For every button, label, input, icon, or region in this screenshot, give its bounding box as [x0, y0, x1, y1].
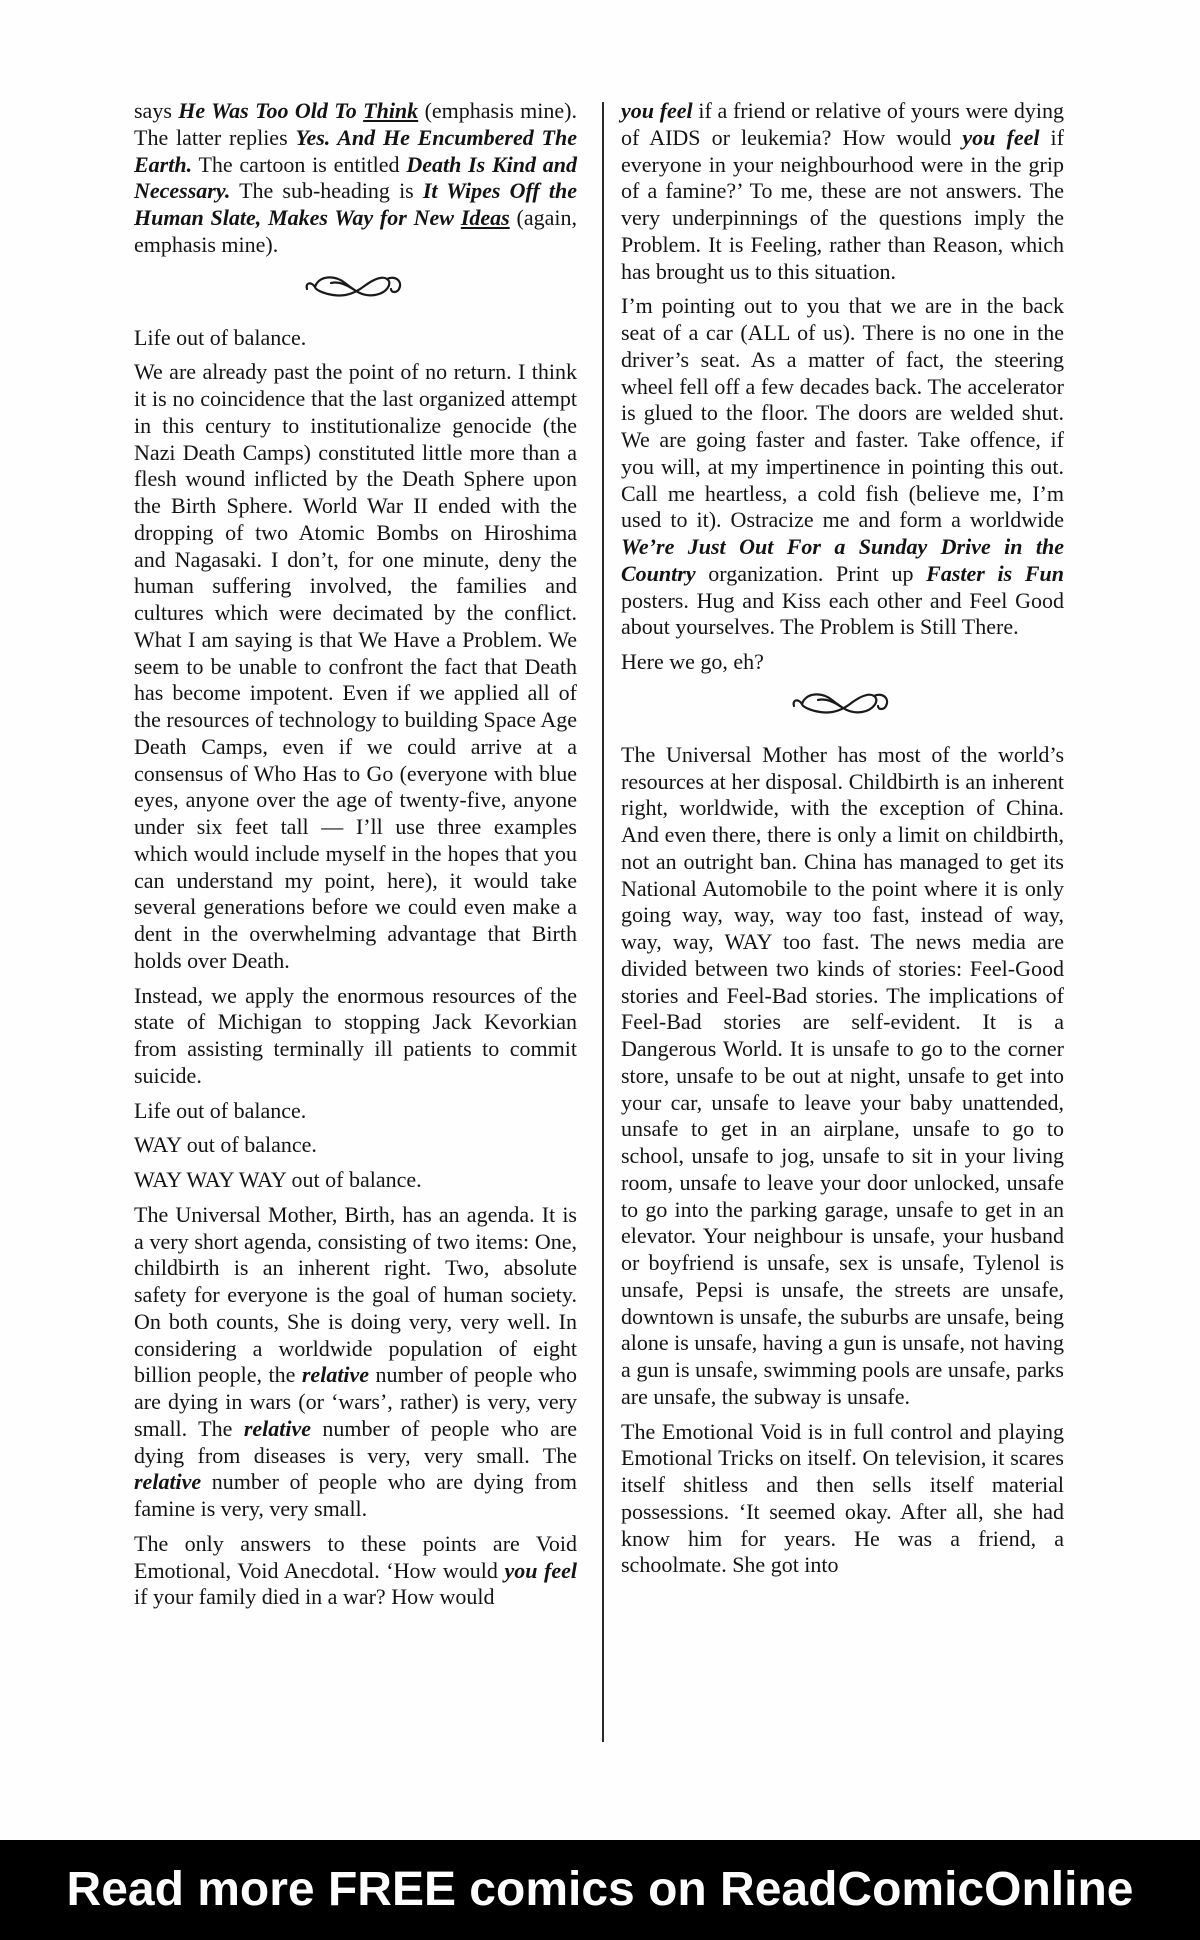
left-paragraph-5: Life out of balance. [134, 1097, 307, 1123]
flourish-ornament-icon [621, 684, 1064, 728]
left-paragraph-8: The Universal Mother, Birth, has an agenda. It is a very short agenda, consisting of two items: One, childbirth is an inherent right. Two, absolute safety for everyone is the goal of human society. On both counts, She is doing very, very well. In considering a worldwide population of eight billion people, the relative number of people who are dying in wars (or ‘wars’, rather) is very, very small. The relative number of people who are dying from diseases is very, very small. The relative number of people who are dying from famine is very, very small. [134, 1201, 578, 1521]
right-paragraph-4: The Universal Mother has most of the world’s resources at her disposal. Childbirth is an inherent right, worldwide, with the exception of China. And even there, there is only a limit on childbirth, not an outright ban. China has managed to get its National Automobile to the point where it is only going way, way, way too fast, instead of way, way, way, WAY too fast. The news media are divided between two kinds of stories: Feel-Good stories and Feel-Bad stories. The implications of Feel-Bad stories are self-evident. It is a Dangerous World. It is unsafe to go to the corner store, unsafe to be out at night, unsafe to get into your car, unsafe to leave your baby unattended, unsafe to get in an airplane, unsafe to go to school, unsafe to jog, unsafe to sit in your living room, unsafe to leave your door unlocked, unsafe to go into the parking garage, unsafe to get in an elevator. Your neighbour is unsafe, your husband or boyfriend is unsafe, sex is unsafe, Tylenol is unsafe, Pepsi is unsafe, the streets are unsafe, downtown is unsafe, the suburbs are unsafe, being alone is unsafe, having a gun is unsafe, not having a gun is unsafe, swimming pools are unsafe, parks are unsafe, the subway is unsafe. [621, 741, 1064, 1409]
left-column [134, 98, 577, 1619]
read-more-banner-link[interactable]: Read more FREE comics on ReadComicOnline [0, 1840, 1200, 1940]
left-paragraph-7: WAY WAY WAY out of balance. [134, 1167, 422, 1192]
left-paragraph-2: Life out of balance. [134, 324, 307, 350]
right-paragraph-1: you feel if a friend or relative of yours were dying of AIDS or leukemia? How would you feel if everyone in your neighbourhood were in the grip of a famine?’ To me, these are not answers. The very underpinnings of the questions imply the Problem. It is Feeling, rather than Reason, which has brought us to this situation. [621, 98, 1065, 284]
column-divider [602, 102, 604, 1742]
left-paragraph-3: We are already past the point of no return. I think it is no coincidence that the last organized attempt in this century to institutionalize genocide (the Nazi Death Camps) constituted little more than a flesh wound inflicted by the Death Sphere upon the Birth Sphere. World War II ended with the dropping of two Atomic Bombs on Hiroshima and Nagasaki. I don’t, for one minute, deny the human suffering involved, the families and cultures which were decimated by the conflict. What I am saying is that We Have a Problem. We seem to be unable to confront the fact that Death has become impotent. Even if we applied all of the resources of technology to building Space Age Death Camps, even if we could arrive at a consensus of Who Has to Go (everyone with blue eyes, anyone over the age of twenty-five, anyone under six feet tall — I’ll use three examples which would include myself in the hopes that you can understand my point, here), it would take several generations before we could even make a dent in the overwhelming advantage that Birth holds over Death. [134, 359, 577, 973]
right-paragraph-2: I’m pointing out to you that we are in the back seat of a car (ALL of us). There is no one in the driver’s seat. As a matter of fact, the steering wheel fell off a few decades back. The accelerator is glued to the floor. The doors are welded shut. We are going faster and faster. Take offence, if you will, at my impertinence in pointing this out. Call me heartless, a cold fish (believe me, I’m used to it). Ostracize me and form a worldwide We’re Just Out For a Sunday Drive in the Country organization. Print up Faster is Fun posters. Hug and Kiss each other and Feel Good about yourselves. The Problem is Still There. [621, 293, 1064, 640]
right-paragraph-3: Here we go, eh? [621, 649, 764, 674]
right-column [621, 98, 1064, 1587]
left-paragraph-4: Instead, we apply the enormous resources of the state of Michigan to stopping Jack Kevorkian from assisting terminally ill patients to commit suicide. [134, 982, 577, 1088]
left-paragraph-6: WAY out of balance. [134, 1132, 317, 1158]
flourish-ornament-icon [134, 267, 577, 311]
left-paragraph-9: The only answers to these points are Void Emotional, Void Anecdotal. ‘How would you feel if your family died in a war? How would [134, 1530, 578, 1610]
right-paragraph-5: The Emotional Void is in full control and playing Emotional Tricks on itself. On television, it scares itself shitless and then sells itself material possessions. ‘It seemed okay. After all, she had know him for years. He was a friend, a schoolmate. She got into [621, 1418, 1064, 1578]
left-paragraph-1: says He Was Too Old To Think (emphasis mine). The latter replies Yes. And He Encumbered The Earth. The cartoon is entitled Death Is Kind and Necessary. The sub-heading is It Wipes Off the Human Slate, Makes Way for New Ideas (again, emphasis mine). [134, 98, 578, 257]
